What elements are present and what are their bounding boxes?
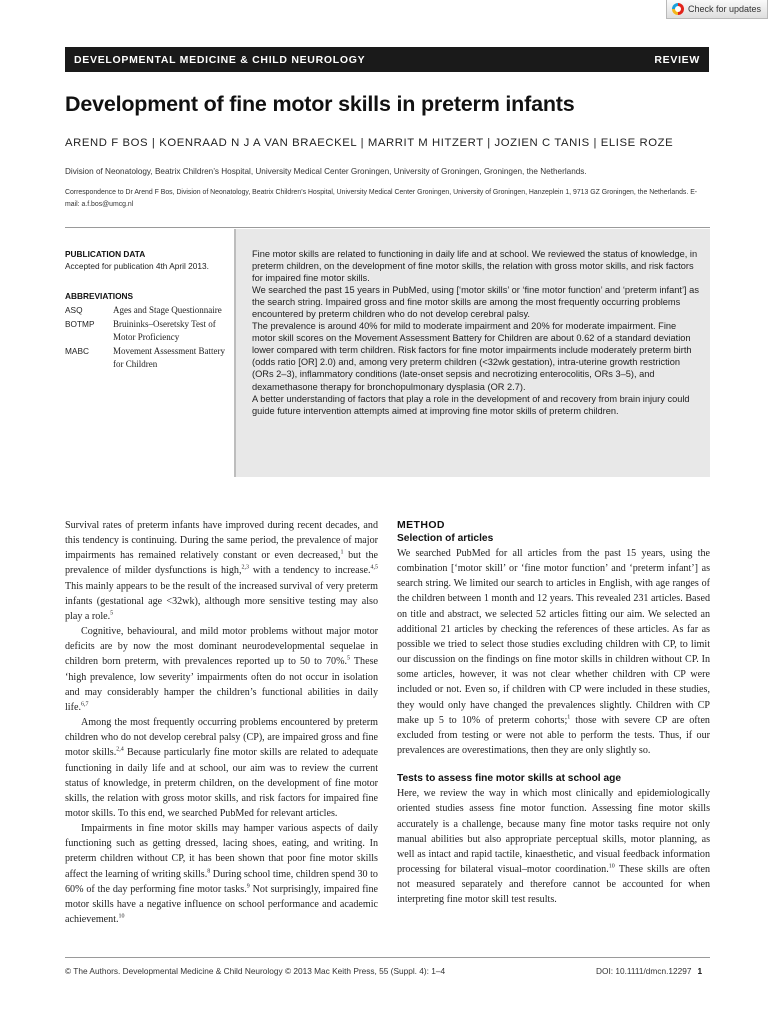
intro-paragraph: Survival rates of preterm infants have improved during recent decades, and this tendency is continuing. During the same period, the prevalence of major impairments has remained relatively constant or even decreased,$^1$ but the prevalence of milder dysfunctions is high,$^{2,3}$ with a tendency to increase.$^{4,5}$ This mainly appears to be the result of the increased survival of very preterm infants (gestational age <32wk), although more sensitive testing may also play a role.$^5$: [65, 520, 378, 622]
abbreviations-list: [65, 304, 235, 372]
check-for-updates-label: Check for updates: [688, 4, 762, 14]
tests-paragraph: Here, we review the way in which most clinically and epidemiologically oriented studies assess fine motor function. Assessing fine motor skills accurately is a challenge, because many fine motor tasks require not only manual abilities but also appropriate perceptual skills, motor planning, as well as intact and rapid tactile, kinaesthetic, and visual feedback information processing for bilateral visual–motor coordination.$^{10}$ These skills are often not measured separately and therefore cannot be accounted for when interpreting fine motor skill test results.: [397, 788, 711, 906]
abbreviations-heading: ABBREVIATIONS: [65, 291, 134, 301]
article-title: Development of fine motor skills in preterm infants: [65, 92, 575, 116]
header-divider: [65, 227, 710, 228]
method-column: [397, 518, 710, 907]
doi-text[interactable]: DOI: 10.1111/dmcn.12297: [596, 966, 692, 976]
introduction-column: [65, 518, 378, 927]
affiliation: Division of Neonatology, Beatrix Children’s Hospital, University Medical Center Groningen, University of Groningen, Groningen, the Netherlands.: [65, 167, 587, 176]
abbreviation-key: ASQ: [65, 305, 83, 315]
article-type: REVIEW: [654, 53, 700, 66]
abbreviation-item: [65, 304, 235, 318]
intro-paragraph: Cognitive, behavioural, and mild motor problems without major motor deficits are by now the most dominant neurodevelopmental sequelae in children born preterm, with prevalences reported up to 50 to 70%.$^5$ These ‘high prevalence, low severity’ impairments often do not occur in isolation and may considerably hamper the children’s functional abilities in daily life.$^{6,7}$: [65, 626, 378, 713]
abbreviation-value: Bruininks–Oseretsky Test of Motor Proficiency: [113, 318, 216, 342]
abstract-interpretation: A better understanding of factors that play a role in the development of and recovery from brain injury could guide future intervention attempts aimed at improving fine motor skills of preterm children.: [252, 393, 690, 416]
page-number: 1: [697, 966, 703, 976]
intro-paragraph: Impairments in fine motor skills may hamper various aspects of daily functioning such as getting dressed, lacing shoes, eating, and writing. In preterm children without CP, it has been shown that poor fine motor skills affect the learning of writing skills.$^8$ During school time, children spend 30 to 60% of the day performing fine motor tasks.$^9$ Not surprisingly, impaired fine motor skills have a negative influence on school performance and academic achievement.$^{10}$: [65, 823, 378, 926]
tests-heading: Tests to assess fine motor skills at school age: [397, 773, 622, 785]
selection-of-articles-heading: Selection of articles: [397, 533, 494, 544]
journal-header-band: [65, 47, 709, 72]
journal-name: DEVELOPMENTAL MEDICINE & CHILD NEUROLOGY: [74, 53, 366, 66]
footer-copyright: © The Authors. Developmental Medicine & Child Neurology © 2013 Mac Keith Press, 55 (Suppl. 4): 1–4: [65, 966, 446, 976]
abbreviation-item: [65, 318, 235, 345]
abstract-results: The prevalence is around 40% for mild to moderate impairment and 20% for moderate impairment. Fine motor skill scores on the Movement Assessment Battery for Children are about 0.62 of a standard deviation lower compared with term children. Risk factors for fine motor impairments include moderately preterm birth (odds ratio [OR] 2.0) and, among very preterm children (<32wk gestation), intra-uterine growth restriction (ORs 2–3), inflammatory conditions (late-onset sepsis and necrotizing enterocolitis, ORs 3–5), and dexamethasone therapy for bronchopulmonary dysplasia (OR 2.7).: [252, 321, 692, 392]
method-heading: METHOD: [397, 519, 445, 531]
intro-paragraph: Among the most frequently occurring problems encountered by preterm children who do not develop cerebral palsy (CP), are impaired gross and fine motor skills.$^{2,4}$ Because particularly fine motor skills are related to adequate functioning in daily life and at school, our aim was to review the current status of knowledge, in preterm children, on the development of fine motor skills, the relation with gross motor skills, and risk factors for impaired fine motor skills. To this end, we searched PubMed for relevant articles.: [65, 717, 378, 819]
abbreviation-value: Movement Assessment Battery for Children: [113, 345, 225, 369]
publication-data-heading: PUBLICATION DATA: [65, 249, 146, 259]
abbreviation-value: Ages and Stage Questionnaire: [113, 305, 222, 315]
correspondence: Correspondence to Dr Arend F Bos, Division of Neonatology, Beatrix Children’s Hospital, University Medical Center Groningen, University of Groningen, Hanzeplein 1, 9713 GZ Groningen, the Netherlands. E-mail: a.f.bos@umcg.nl: [65, 189, 698, 208]
method-paragraph: We searched PubMed for all articles from the past 15 years, using the combination [‘motor skill’ or ‘fine motor function’ and ‘preterm infant’] as search string. We limited our search to articles in English, with age ranges of the children between 1 month and 12 years. This revealed 231 articles. Based on title and abstract, we selected 52 articles fitting our aim. We selected an additional 21 articles by checking the references of these articles. As far as possible we tried to select those studies excluding children with CP, to limit our discussion on the findings on fine motor skills in children without CP. In some articles, however, it was not clear whether children with CP were included or not. Even so, if children with CP were included in these studies, they would only have changed the prevalences slightly. Children with CP make up 5 to 10% of preterm cohorts;$^1$ those with severe CP are often excluded from testing or were not able to perform the tests. Thus, if our prevalences are overestimations, then they are only slightly so.: [397, 548, 710, 757]
footer-doi: [596, 966, 702, 976]
crossmark-icon: [672, 3, 684, 15]
abbreviation-key: MABC: [65, 345, 89, 356]
abstract-method: We searched the past 15 years in PubMed, using [‘motor skills’ or ‘fine motor function’ and ‘preterm infant’] as the search string. Impaired gross and fine motor skills are among the most frequently occurring problems encountered by preterm children who do not develop cerebral palsy.: [252, 285, 699, 320]
abstract-aim: Fine motor skills are related to functioning in daily life and at school. We reviewed the status of knowledge, in preterm children, on the development of fine motor skills, the relation with gross motor skills, and risk factors for impaired fine motor skills.: [252, 249, 698, 284]
check-for-updates-badge[interactable]: [666, 0, 768, 19]
footer-divider: [65, 957, 710, 958]
author-list: AREND F BOS | KOENRAAD N J A VAN BRAECKEL | MARRIT M HITZERT | JOZIEN C TANIS | ELISE ROZE: [65, 137, 674, 149]
publication-data-text: Accepted for publication 4th April 2013.: [65, 261, 209, 271]
abbreviation-item: [65, 345, 235, 372]
abbreviation-key: BOTMP: [65, 318, 95, 329]
abstract-box: [234, 229, 710, 477]
